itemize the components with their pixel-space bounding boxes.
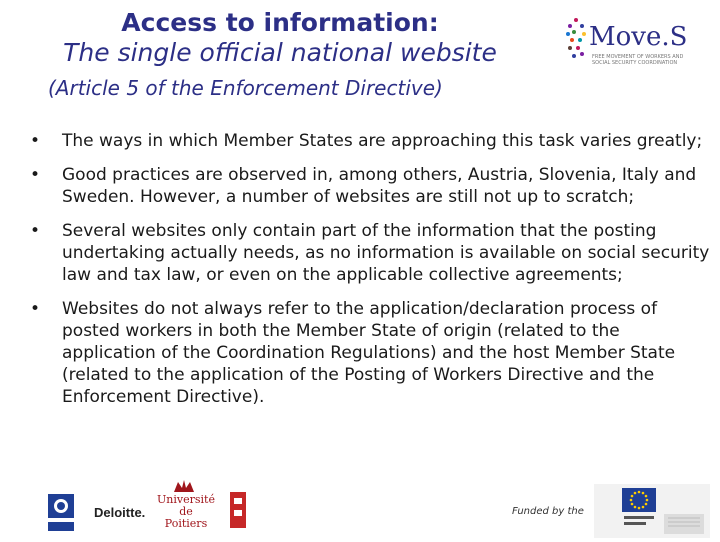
bullet-list <box>30 130 710 420</box>
bullet-icon: • <box>30 165 41 185</box>
moves-emblem-icon <box>562 10 592 70</box>
bullet-text: Several websites only contain part of the information that the posting undertaking actually needs, as no information is available on social security law and tax law, or even on the applicable collective agreements; <box>62 221 710 285</box>
title-subtitle: (Article 5 of the Enforcement Directive) <box>48 76 443 100</box>
partner-red-logo-icon <box>228 488 248 532</box>
list-item <box>30 298 710 408</box>
list-item <box>30 220 710 286</box>
footer <box>0 478 720 540</box>
bullet-text: Good practices are observed in, among others, Austria, Slovenia, Italy and Sweden. However, a number of websites are still not up to scratch; <box>62 165 697 207</box>
moves-wordmark: Move.S <box>589 22 688 52</box>
moves-logo <box>562 10 712 70</box>
moves-subtitle: FREE MOVEMENT OF WORKERS AND SOCIAL SECURITY COORDINATION <box>592 54 684 66</box>
list-item <box>30 164 710 208</box>
list-item <box>30 130 710 152</box>
bullet-icon: • <box>30 299 41 319</box>
bullet-text: The ways in which Member States are approaching this task varies greatly; <box>62 131 703 151</box>
slide-title <box>0 8 560 68</box>
deloitte-logo: Deloitte. <box>94 505 146 520</box>
university-logo: Université de Poitiers <box>157 493 215 530</box>
bullet-text: Websites do not always refer to the application/declaration process of posted workers in both the Member State of origin (related to the application of the Coordination Regulations) and the host Member State (related to the application of the Posting of Workers Directive and the Enforcement Directive). <box>62 299 676 407</box>
university-crest-icon <box>172 478 196 494</box>
bullet-icon: • <box>30 131 41 151</box>
european-commission-logo-icon <box>594 484 710 538</box>
title-line-2: The single official national website <box>63 38 497 67</box>
funded-by-text: Funded by the <box>512 506 584 517</box>
title-line-1: Access to information: <box>121 8 439 37</box>
partner-logo-icon <box>44 492 78 534</box>
bullet-icon: • <box>30 221 41 241</box>
